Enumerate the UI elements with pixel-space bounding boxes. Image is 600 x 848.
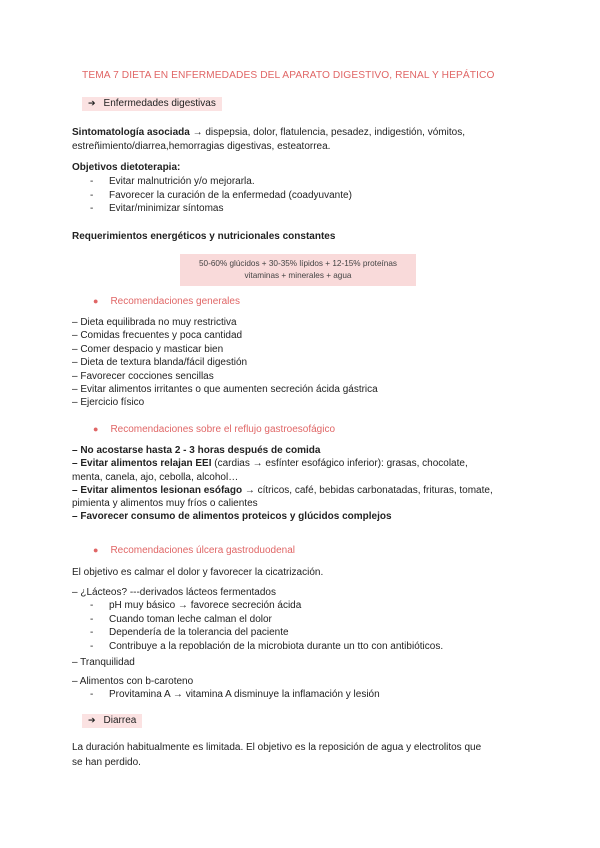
requerimientos-box-line2: vitaminas + minerales + agua: [244, 271, 352, 280]
reflujo-heading-label: Recomendaciones sobre el reflujo gastroesofágico: [110, 424, 336, 435]
bullet-icon: ●: [93, 545, 99, 555]
list-item: – Dieta de textura blanda/fácil digestión: [72, 357, 248, 369]
list-item: - Cuando toman leche calman el dolor: [90, 613, 272, 625]
ulcera-tranquilidad: – Tranquilidad: [72, 657, 135, 668]
ulcera-heading-label: Recomendaciones úlcera gastroduodenal: [110, 545, 296, 556]
diarrea-line: La duración habitualmente es limitada. El objetivo es la reposición de agua y electrolitos que: [72, 742, 482, 753]
sintomatologia-text-1: → dispepsia, dolor, flatulencia, pesadez, indigestión, vómitos,: [189, 127, 465, 138]
list-item: – Favorecer cocciones sencillas: [72, 370, 214, 382]
sintomatologia-paragraph: [72, 126, 532, 154]
generales-heading-label: Recomendaciones generales: [110, 296, 240, 307]
lacteos-list: [90, 599, 443, 653]
diarrea-line: se han perdido.: [72, 756, 141, 768]
requerimientos-box: [180, 254, 416, 286]
ulcera-carotene: – Alimentos con b-caroteno: [72, 676, 194, 687]
reflujo-line: – No acostarse hasta 2 - 3 horas después de comida: [72, 445, 321, 456]
requerimientos-heading: Requerimientos energéticos y nutricionales constantes: [72, 231, 336, 242]
section-heading-diarrea: [82, 714, 142, 728]
section-heading-label: Diarrea: [103, 715, 137, 726]
list-item: - Evitar/minimizar síntomas: [90, 203, 224, 214]
list-item: – Evitar alimentos irritantes o que aumenten secreción ácida gástrica: [72, 384, 378, 396]
reflujo-heading: [93, 424, 335, 435]
list-item: – Comidas frecuentes y poca cantidad: [72, 330, 243, 342]
objetivos-heading: Objetivos dietoterapia:: [72, 162, 181, 173]
bullet-icon: ●: [93, 424, 99, 434]
list-item: – Comer despacio y masticar bien: [72, 343, 224, 355]
generales-list: [72, 316, 378, 410]
document-title: TEMA 7 DIETA EN ENFERMEDADES DEL APARATO DIGESTIVO, RENAL Y HEPÁTICO: [82, 70, 495, 81]
requerimientos-box-line1: 50-60% glúcidos + 30-35% lípidos + 12-15% proteínas: [199, 259, 397, 268]
section-heading-digestivas: [82, 97, 222, 111]
sintomatologia-text-2: estreñimiento/diarrea,hemorragias digestivas, esteatorrea.: [72, 141, 331, 152]
reflujo-line: menta, canela, ajo, cebolla, alcohol…: [72, 471, 239, 483]
arrow-icon: ➔: [88, 98, 96, 108]
list-item: – Ejercicio físico: [72, 397, 145, 409]
reflujo-line: pimienta y alimentos muy fríos o calientes: [72, 498, 258, 510]
arrow-icon: ➔: [88, 715, 96, 725]
generales-heading: [93, 296, 240, 307]
objetivos-list: [90, 175, 352, 216]
list-item: – Dieta equilibrada no muy restrictiva: [72, 317, 237, 328]
reflujo-list: [72, 444, 493, 524]
diarrea-paragraph: [72, 741, 481, 770]
ulcera-lacteos: – ¿Lácteos? ---derivados lácteos fermentados: [72, 587, 276, 598]
ulcera-objetivo: El objetivo es calmar el dolor y favorecer la cicatrización.: [72, 567, 324, 578]
bullet-icon: ●: [93, 296, 99, 306]
sintomatologia-label: Sintomatología asociada: [72, 127, 190, 138]
carotene-list: [90, 688, 380, 702]
list-item: - Provitamina A → vitamina A disminuye la inflamación y lesión: [90, 689, 380, 700]
section-heading-label: Enfermedades digestivas: [103, 98, 216, 109]
reflujo-line: – Evitar alimentos relajan EEI (cardias → esfínter esofágico inferior): grasas, chocolate,: [72, 458, 468, 470]
ulcera-heading: [93, 545, 295, 556]
list-item: - Contribuye a la repoblación de la microbiota durante un tto con antibióticos.: [90, 640, 444, 652]
list-item: - pH muy básico → favorece secreción ácida: [90, 600, 302, 611]
list-item: - Dependería de la tolerancia del paciente: [90, 627, 289, 638]
reflujo-line: – Favorecer consumo de alimentos proteicos y glúcidos complejos: [72, 511, 392, 523]
list-item: - Evitar malnutrición y/o mejorarla.: [90, 176, 255, 187]
list-item: - Favorecer la curación de la enfermedad (coadyuvante): [90, 189, 352, 201]
reflujo-line: – Evitar alimentos lesionan esófago → cítricos, café, bebidas carbonatadas, frituras, tomate,: [72, 484, 493, 496]
